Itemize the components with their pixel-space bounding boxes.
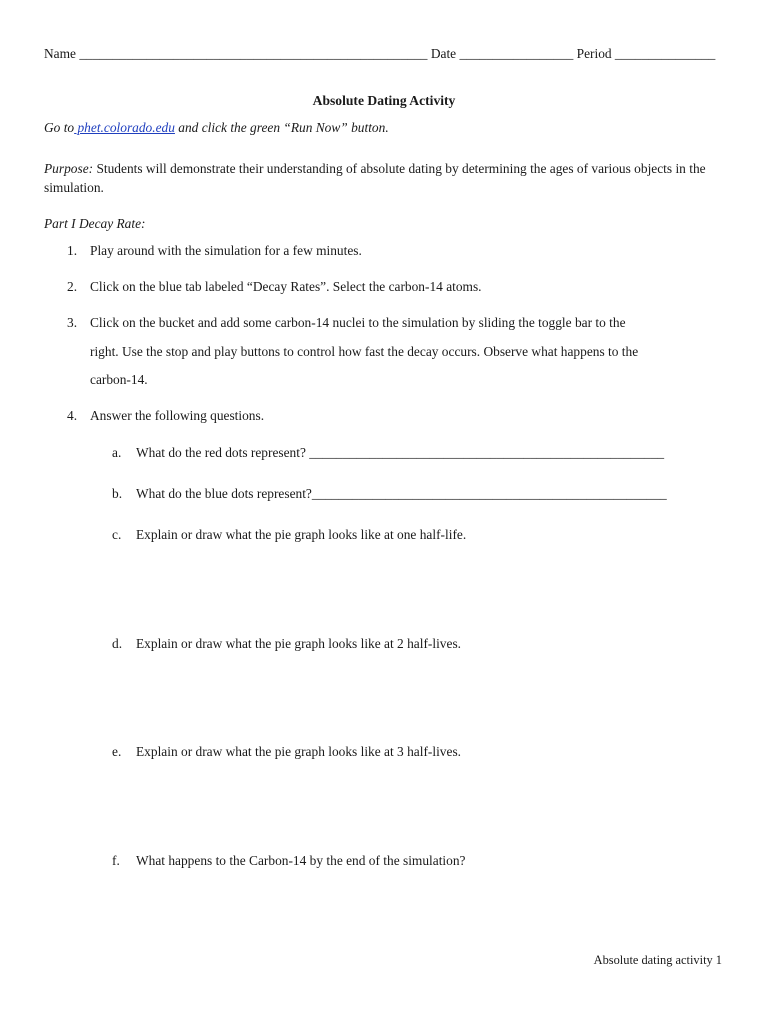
- step-number: 1.: [67, 243, 78, 258]
- part-heading: Part I Decay Rate:: [44, 216, 146, 231]
- step-text-line: carbon-14.: [90, 372, 148, 387]
- question-letter: b.: [112, 486, 123, 501]
- step-number: 4.: [67, 408, 78, 423]
- question-text: Explain or draw what the pie graph looks like at one half-life.: [136, 527, 467, 542]
- purpose-text: Students will demonstrate their understanding of absolute dating by determining the ages of various objects in the simulation.: [44, 161, 706, 195]
- question-text: What do the red dots represent? _____________________________________________________: [136, 445, 665, 460]
- question-letter: c.: [112, 527, 122, 542]
- step-text: Answer the following questions.: [90, 408, 265, 423]
- question-text: What do the blue dots represent?_____________________________________________________: [136, 486, 667, 501]
- purpose-paragraph: [44, 159, 724, 197]
- intro-line: [44, 120, 389, 136]
- step-text: Play around with the simulation for a few minutes.: [90, 243, 362, 258]
- page-title: Absolute Dating Activity: [312, 93, 456, 108]
- question-letter: f.: [112, 853, 120, 868]
- intro-suffix: and click the green “Run Now” button.: [174, 120, 389, 135]
- question-letter: a.: [112, 445, 122, 460]
- name-date-period-line: Name ____________________________________________________ Date _________________ Period _______________: [44, 46, 716, 61]
- step-number: 2.: [67, 279, 78, 294]
- question-letter: e.: [112, 744, 122, 759]
- page-footer: Absolute dating activity 1: [593, 953, 722, 967]
- step-number: 3.: [67, 315, 78, 330]
- purpose-label: Purpose:: [44, 161, 94, 176]
- phet-link[interactable]: phet.colorado.edu: [74, 120, 175, 135]
- question-text: Explain or draw what the pie graph looks like at 2 half-lives.: [136, 636, 462, 651]
- step-text-line: right. Use the stop and play buttons to control how fast the decay occurs. Observe what happens to the: [90, 344, 639, 359]
- question-text: What happens to the Carbon-14 by the end of the simulation?: [136, 853, 466, 868]
- question-letter: d.: [112, 636, 123, 651]
- intro-prefix: Go to: [44, 120, 75, 135]
- step-text: Click on the blue tab labeled “Decay Rates”. Select the carbon-14 atoms.: [90, 279, 482, 294]
- step-text-line: Click on the bucket and add some carbon-14 nuclei to the simulation by sliding the toggle bar to the: [90, 315, 626, 330]
- question-text: Explain or draw what the pie graph looks like at 3 half-lives.: [136, 744, 462, 759]
